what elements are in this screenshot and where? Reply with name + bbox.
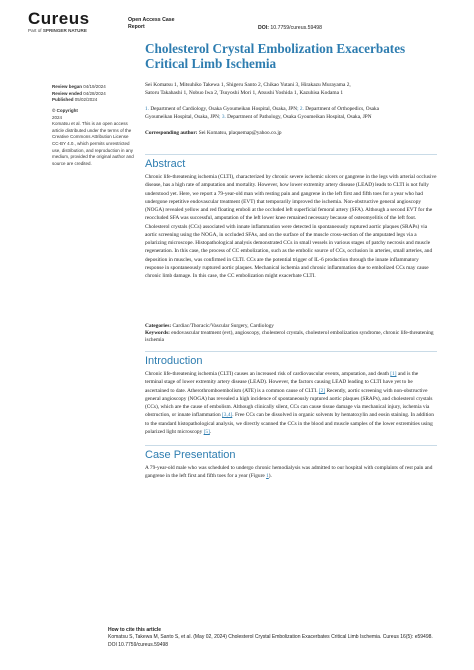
publisher-line [28, 28, 87, 33]
introduction-text: Chronic life-threatening ischemia (CLTI) causes an increased risk of cardiovascular events, amputation, and death [1] and is the terminal stage of lower extremity artery disease (LEAD). However, the factors causing LEAD leading to CLTI have yet to be ascertained to date. Atherothromboembolism (ATE) is a common cause of CLTI. [2] Recently, aortic screening with non-obstructive general angioscopy (NOGA) has revealed a high incidence of spontaneously ruptured aortic plaques (SRAPs), and cholesterol crystals (CCs), which are the cause of embolism. Although clinically silent, CCs can cause tissue damage via mechanical injury, ischemia via obstruction, or innate inflammation [3,4]. Free CCs can be dissolved in organic solvents by hematoxylin and eosin staining. In addition to the standard histopathological analysis, we directly scanned the CCs in the blood and muscle samples of the lower extremities using polarized light microscopy [5]. [145, 371, 434, 435]
citation-link[interactable]: [2] [318, 387, 326, 394]
article-type [128, 17, 175, 31]
review-ended-label: Review ended [52, 90, 83, 96]
doi-value[interactable]: 10.7759/cureus.59498 [270, 25, 323, 31]
keywords-value: endovascular treatment (evt), angioscopy, cholesterol crystals, cholesterol embolization syndrome, chronic life-threatening ischemia [145, 330, 434, 344]
published-label: Published [52, 97, 74, 103]
article-title: Cholesterol Crystal Embolization Exacerbates Critical Limb Ischemia [145, 41, 406, 71]
review-began-date: 04/19/2024 [83, 84, 106, 89]
corr-value[interactable]: Sei Komatsu, plaquemap@yahoo.co.jp [198, 130, 282, 136]
authors-line-2: Satoru Takahashi 1, Nobuo Iwa 2, Tsuyoshi Mori 1, Atsushi Yoshida 1, Kazuhisa Kodama 1 [145, 90, 344, 97]
divider [145, 351, 437, 352]
citation-link[interactable]: [5] [203, 428, 210, 435]
journal-logo[interactable]: Cureus [28, 9, 90, 28]
part-of-text: Part of [28, 28, 43, 33]
affil-1: Department of Cardiology, Osaka Gyoumeikan Hospital, Osaka, JPN [150, 106, 298, 112]
divider [145, 445, 437, 446]
affil-3-num: 3. [221, 113, 226, 120]
affiliations: 1. Department of Cardiology, Osaka Gyoumeikan Hospital, Osaka, JPN; 2. Department of Orthopedics, Osaka Gyoumeikan Hospital, Osaka, JPN; 3. Department of Pathology, Osaka Gyoumeikan Hospital, Osaka, JPN [145, 106, 380, 120]
review-dates [52, 84, 134, 104]
introduction-heading: Introduction [145, 355, 203, 367]
abstract-text: Chronic life-threatening ischemia (CLTI), characterized by chronic severe ischemic ulcers or gangrene in the legs with arterial occlusive disease, has a high rate of amputation and mortality. However, how lower extremity artery disease (LEAD) leads to CLTI is not fully understood yet. Here, we report a 79-year-old man with resting pain and gangrene in the left first and fifth toes for a year who had undergone repetitive endovascular treatment (EVT) that temporarily improved the ischemia. Non-obstructive general angioscopy (NOGA) revealed yellow and red floating emboli at the occluded left superficial femoral artery (SFA). Although a second EVT for the reoccluded SFA was successful, amputation of the left lower knee remained necessary because of osteomyelitis of the left foot. Cholesterol crystals (CCs) associated with innate inflammation were detected in spontaneously ruptured aortic plaques (SRAPs) via aortic screening using the NOGA, in occluded SFAs, and on the surface of the muscle cross-section of the amputated legs via a polarizing microscope. Histopathological analysis demonstrated CCs in small vessels in various stages of patchy necrosis and muscle regeneration. In this case, the process of CC embolization, such as the embolic source of CCs, occlusion in arteries, small arteries, and deposition in muscles, was confirmed in CLTI. CCs are the potential trigger of IL-6 production through the innate inflammatory response in spontaneously ruptured aortic plaques. Mechanical ischemia and chronic inflammation due to embolized CCs may cause chronic limb damage. In this case, the CC embolization might exacerbate CLTI. [145, 174, 437, 279]
affil-2: Department of Orthopedics, Osaka [305, 106, 380, 112]
how-to-cite [108, 627, 448, 649]
categories-value[interactable]: Cardiac/Thoracic/Vascular Surgery, Cardiology [172, 323, 274, 329]
cite-text: Komatsu S, Takewa M, Santo S, et al. (May 02, 2024) Cholesterol Crystal Embolization Exacerbates Critical Limb Ischemia. Cureus 16(5): e59498. [108, 634, 433, 641]
review-began-label: Review began [52, 84, 83, 89]
case-heading: Case Presentation [145, 449, 236, 461]
figure-link[interactable]: 1 [266, 473, 269, 480]
keywords-label: Keywords: [145, 330, 170, 337]
cite-label: How to cite this article [108, 627, 162, 633]
affil-1-num: 1. [145, 106, 149, 112]
cite-doi[interactable]: DOI 10.7759/cureus.59498 [108, 641, 169, 648]
review-ended-date: 04/28/2024 [83, 90, 106, 96]
publisher-brand: SPRINGER NATURE [42, 28, 87, 33]
affil-3: Department of Pathology, Osaka Gyoumeikan Hospital, Osaka, JPN [227, 113, 372, 120]
license-text: Komatsu et al. This is an open access article distributed under the terms of the Creative Commons Attribution License CC-BY 4.0., which permits unrestricted use, distribution, and reproduction in any medium, provided the original author and source are credited. [52, 121, 134, 166]
doi-label: DOI: [258, 25, 269, 31]
citation-link[interactable]: [1] [390, 371, 397, 377]
article-type-line1: Open Access Case [128, 17, 175, 23]
abstract-heading: Abstract [145, 158, 186, 170]
case-text: A 79-year-old male who was scheduled to undergo chronic hemodialysis was admitted to our hospital with complaints of rest pain and gangrene in the left first and fifth toes for a year (Figure 1). [145, 465, 433, 480]
citation-link[interactable]: [3,4] [222, 412, 233, 419]
affil-2-num: 2. [299, 106, 304, 112]
copyright-label: © Copyright [52, 108, 78, 113]
header-doi [258, 25, 322, 31]
categories-label: Categories: [145, 323, 172, 329]
authors-line-1: Sei Komatsu 1, Mitsuhiko Takewa 1, Shigeru Santo 2, Chikao Yutani 3, Hirakazu Murayama 2, [145, 82, 351, 88]
published-date: 05/02/2024 [74, 97, 98, 103]
author-list [145, 81, 435, 97]
categories-block [145, 323, 437, 345]
affil-2b: Gyoumeikan Hospital, Osaka, JPN [145, 113, 220, 120]
copyright-block [52, 108, 134, 167]
article-type-line2: Report [128, 24, 145, 30]
copyright-year: 2024 [52, 114, 63, 120]
divider [145, 154, 437, 155]
corresponding-author [145, 130, 435, 136]
corr-label: Corresponding author: [145, 130, 198, 136]
